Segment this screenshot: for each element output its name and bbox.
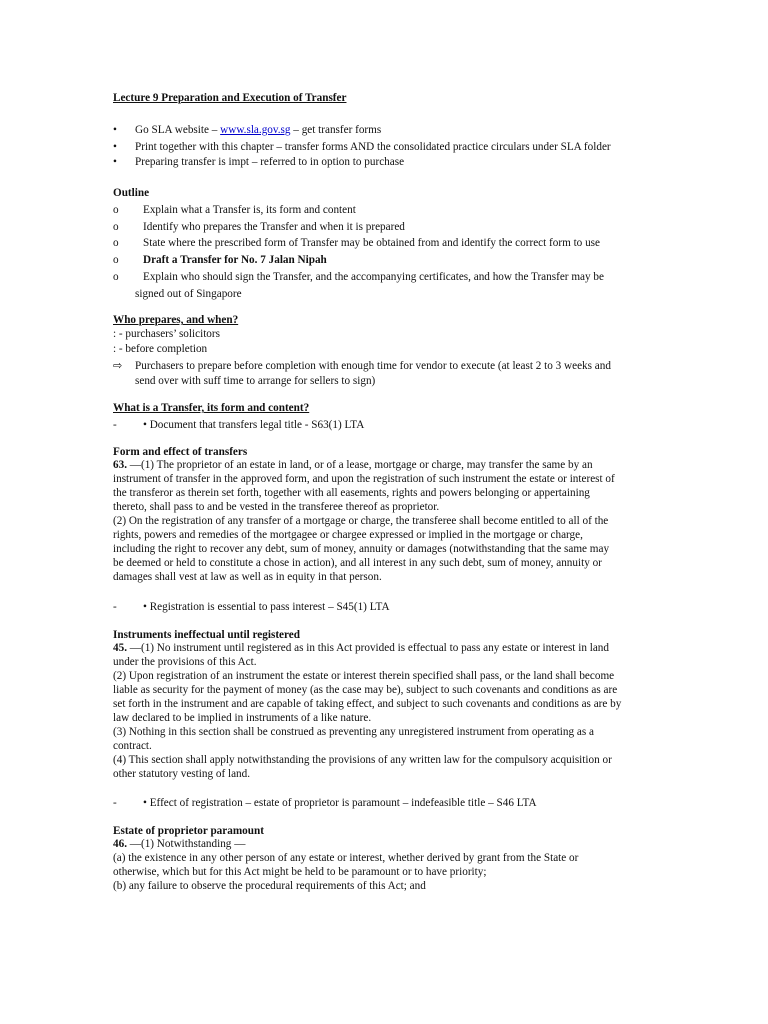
statute-line: contract. (113, 740, 152, 752)
section-46-text (113, 837, 661, 893)
point-text: • Registration is essential to pass interest – S45(1) LTA (143, 601, 390, 613)
bullet-text: – get transfer forms (290, 124, 382, 136)
o-glyph: o (113, 204, 119, 216)
statute-line: thereto, shall pass to and be vested in the transferee thereof as proprietor. (113, 501, 440, 513)
arrow-text-continued: send over with suff time to arrange for sellers to sign) (135, 375, 376, 387)
statute-line: —(1) No instrument until registered as in this Act provided is effectual to pass any estate or interest in land (126, 642, 609, 654)
section-number: 63. (113, 459, 127, 471)
statute-line: instrument of transfer in the approved form, and upon the registration of such instrument the estate or interest of (113, 473, 615, 485)
statute-line: —(1) The proprietor of an estate in land, or of a lease, mortgage or charge, may transfer the same by an (126, 459, 593, 471)
arrow-text: Purchasers to prepare before completion with enough time for vendor to execute (at least 2 to 3 weeks and (135, 360, 611, 372)
bullet-glyph: • (113, 156, 117, 168)
bullet-text: Preparing transfer is impt – referred to in option to purchase (135, 156, 405, 168)
who-line-2: : - before completion (113, 343, 208, 355)
statute-line: damages shall vest at law as well as in equity in that person. (113, 571, 382, 583)
statute-line: be deemed or held to constitute a chose in action), and all interest in any such debt, sum of money, annuity or (113, 557, 602, 569)
o-glyph: o (113, 237, 119, 249)
who-prepares-heading: Who prepares, and when? (113, 314, 239, 326)
statute-line: (4) This section shall apply notwithstanding the provisions of any written law for the compulsory acquisition or (113, 754, 612, 766)
outline-text: Explain what a Transfer is, its form and content (143, 204, 356, 216)
statute-line: —(1) Notwithstanding — (126, 838, 246, 850)
statute-line: (2) On the registration of any transfer of a mortgage or charge, the transferee shall become entitled to all of the (113, 515, 609, 527)
o-glyph: o (113, 221, 119, 233)
bullet-glyph: • (113, 124, 117, 136)
arrow-right-icon: ⇨ (113, 359, 123, 372)
outline-text: Draft a Transfer for No. 7 Jalan Nipah (143, 254, 327, 266)
dash-glyph: - (113, 419, 117, 431)
statute-line: liable as security for the payment of money (as the case may be), subject to such covenants and conditions as are (113, 684, 618, 696)
sla-website-link[interactable]: www.sla.gov.sg (220, 124, 291, 136)
o-glyph: o (113, 254, 119, 266)
statute-line: law declared to be implied in instruments of a like nature. (113, 712, 372, 724)
section-63-text (113, 458, 661, 584)
dash-glyph: - (113, 601, 117, 613)
section-45-text (113, 641, 661, 781)
outline-heading: Outline (113, 187, 150, 199)
statute-line: otherwise, which but for this Act might be held to be paramount or to have priority; (113, 866, 487, 878)
statute-line: other statutory vesting of land. (113, 768, 251, 780)
statute-line: (a) the existence in any other person of any estate or interest, whether derived by grant from the State or (113, 852, 579, 864)
form-effect-heading: Form and effect of transfers (113, 446, 248, 458)
bullet-glyph: • (113, 141, 117, 153)
who-line-1: : - purchasers’ solicitors (113, 328, 220, 340)
section-number: 46. (113, 838, 127, 850)
point-text: • Effect of registration – estate of proprietor is paramount – indefeasible title – S46 LTA (143, 797, 537, 809)
statute-line: rights, powers and remedies of the mortgagee or chargee expressed or implied in the mortgage or charge, (113, 529, 583, 541)
what-is-transfer-heading: What is a Transfer, its form and content? (113, 402, 310, 414)
page-title: Lecture 9 Preparation and Execution of Transfer (113, 92, 347, 104)
bullet-text: Go SLA website – (135, 124, 221, 136)
section-number: 45. (113, 642, 127, 654)
outline-text: Explain who should sign the Transfer, and the accompanying certificates, and how the Transfer may be (143, 271, 604, 283)
ineffectual-heading: Instruments ineffectual until registered (113, 629, 300, 641)
statute-line: the transferor as therein set forth, together with all easements, rights and powers belonging or appertaining (113, 487, 590, 499)
dash-glyph: - (113, 797, 117, 809)
statute-line: (2) Upon registration of an instrument the estate or interest therein specified shall pass, or the land shall become (113, 670, 615, 682)
point-text: • Document that transfers legal title - S63(1) LTA (143, 419, 365, 431)
outline-text: Identify who prepares the Transfer and when it is prepared (143, 221, 405, 233)
outline-text-continued: signed out of Singapore (135, 288, 242, 300)
statute-line: (b) any failure to observe the procedural requirements of this Act; and (113, 880, 426, 892)
statute-line: (3) Nothing in this section shall be construed as preventing any unregistered instrument from operating as a (113, 726, 594, 738)
statute-line: set forth in the instrument and are capable of taking effect, and subject to such covenants and conditions as are by (113, 698, 622, 710)
paramount-heading: Estate of proprietor paramount (113, 825, 264, 837)
statute-line: under the provisions of this Act. (113, 656, 257, 668)
statute-line: including the right to recover any debt, sum of money, annuity or damages (notwithstanding that the same may (113, 543, 610, 555)
outline-text: State where the prescribed form of Transfer may be obtained from and identify the correct form to use (143, 237, 600, 249)
bullet-text: Print together with this chapter – transfer forms AND the consolidated practice circulars under SLA folder (135, 141, 611, 153)
o-glyph: o (113, 271, 119, 283)
